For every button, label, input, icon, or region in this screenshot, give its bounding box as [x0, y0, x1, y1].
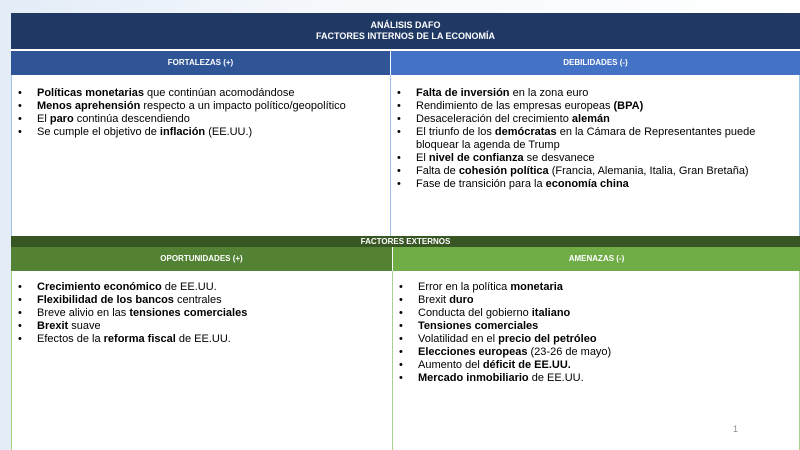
amenazas-list	[393, 271, 799, 385]
bold-text: Políticas monetarias	[37, 87, 144, 99]
bold-text: demócratas	[494, 126, 557, 138]
item-text: de EE.UU.	[175, 333, 231, 345]
bold-text: Mercado inmobiliario	[418, 372, 529, 384]
item-text: Se cumple el objetivo de	[37, 126, 160, 138]
list-item	[399, 372, 793, 385]
title-sub: FACTORES INTERNOS DE LA ECONOMÍA	[315, 31, 495, 41]
item-text: centrales	[173, 294, 222, 306]
list-item	[399, 294, 793, 307]
item-text: Falta de	[416, 165, 459, 177]
list-item	[399, 346, 793, 359]
item-text: respecto a un impacto político/geopolítico	[140, 100, 346, 112]
bold-text: Menos aprehensión	[37, 100, 141, 112]
list-item	[397, 165, 793, 178]
list-item	[18, 307, 384, 320]
oportunidades-header: OPORTUNIDADES (+)	[11, 247, 392, 271]
bold-text: Falta de inversión	[416, 87, 510, 99]
list-item	[18, 281, 384, 294]
item-text: Breve alivio en las	[37, 307, 130, 319]
fortalezas-cell	[11, 75, 391, 236]
bold-text: tensiones comerciales	[129, 307, 248, 319]
item-text: Rendimiento de las empresas europeas	[416, 100, 614, 112]
bold-text: (BPA)	[613, 100, 644, 112]
bold-text: paro	[49, 113, 74, 125]
item-text: Brexit	[418, 294, 450, 306]
item-text: Fase de transición para la	[416, 178, 546, 190]
list-item	[18, 333, 384, 346]
list-item	[399, 281, 793, 294]
item-text: continúa descendiendo	[73, 113, 190, 125]
item-text: de EE.UU.	[528, 372, 584, 384]
list-item	[397, 100, 793, 113]
list-item	[397, 126, 793, 152]
factores-externos-band: FACTORES EXTERNOS	[11, 236, 800, 247]
fortalezas-list	[12, 75, 390, 139]
bold-text: precio del petróleo	[498, 333, 597, 345]
item-text: que continúan acomodándose	[144, 87, 295, 99]
debilidades-cell	[390, 75, 800, 236]
item-text: en la Cámara de Representantes puede bloquear la agenda de Trump	[416, 126, 756, 151]
bold-text: déficit de EE.UU.	[482, 359, 571, 371]
item-text: El	[37, 113, 50, 125]
list-item	[399, 307, 793, 320]
oportunidades-list	[12, 271, 392, 346]
item-text: en la zona euro	[509, 87, 589, 99]
bold-text: inflación	[159, 126, 206, 138]
list-item	[18, 113, 382, 126]
list-item	[399, 333, 793, 346]
bold-text: italiano	[531, 307, 571, 319]
item-text: de EE.UU.	[161, 281, 217, 293]
bold-text: Tensiones comerciales	[418, 320, 539, 332]
item-text: se desvanece	[523, 152, 595, 164]
list-item	[18, 320, 384, 333]
item-text: (EE.UU.)	[205, 126, 253, 138]
title-main: ANÁLISIS DAFO	[370, 20, 441, 30]
bold-text: alemán	[571, 113, 610, 125]
item-text: El triunfo de los	[416, 126, 495, 138]
bold-text: monetaria	[510, 281, 563, 293]
fortalezas-header: FORTALEZAS (+)	[11, 51, 390, 75]
item-text: (Francia, Alemania, Italia, Gran Bretaña)	[548, 165, 749, 177]
bold-text: reforma fiscal	[103, 333, 176, 345]
list-item	[397, 152, 793, 165]
bold-text: Elecciones europeas	[418, 346, 528, 358]
bold-text: Brexit	[37, 320, 69, 332]
debilidades-list	[391, 75, 799, 191]
item-text: Efectos de la	[37, 333, 104, 345]
bold-text: duro	[449, 294, 474, 306]
list-item	[18, 100, 382, 113]
item-text: Desaceleración del crecimiento	[416, 113, 572, 125]
oportunidades-cell	[11, 271, 393, 450]
amenazas-cell	[392, 271, 800, 450]
item-text: suave	[68, 320, 101, 332]
page-number: 1	[733, 424, 739, 434]
list-item	[18, 294, 384, 307]
list-item	[397, 178, 793, 191]
bold-text: Crecimiento económico	[37, 281, 162, 293]
list-item	[397, 87, 793, 100]
list-item	[18, 87, 382, 100]
debilidades-header: DEBILIDADES (-)	[391, 51, 800, 75]
list-item	[399, 359, 793, 372]
bold-text: nivel de confianza	[428, 152, 524, 164]
item-text: El	[416, 152, 429, 164]
item-text: Volatilidad en el	[418, 333, 499, 345]
list-item	[399, 320, 793, 333]
item-text: Conducta del gobierno	[418, 307, 532, 319]
bold-text: economía china	[545, 178, 629, 190]
bold-text: Flexibilidad de los bancos	[37, 294, 174, 306]
amenazas-header: AMENAZAS (-)	[393, 247, 800, 271]
item-text: Error en la política	[418, 281, 511, 293]
title-bar	[11, 13, 800, 51]
item-text: (23-26 de mayo)	[527, 346, 612, 358]
list-item	[18, 126, 382, 139]
item-text: Aumento del	[418, 359, 483, 371]
list-item	[397, 113, 793, 126]
bold-text: cohesión política	[458, 165, 549, 177]
